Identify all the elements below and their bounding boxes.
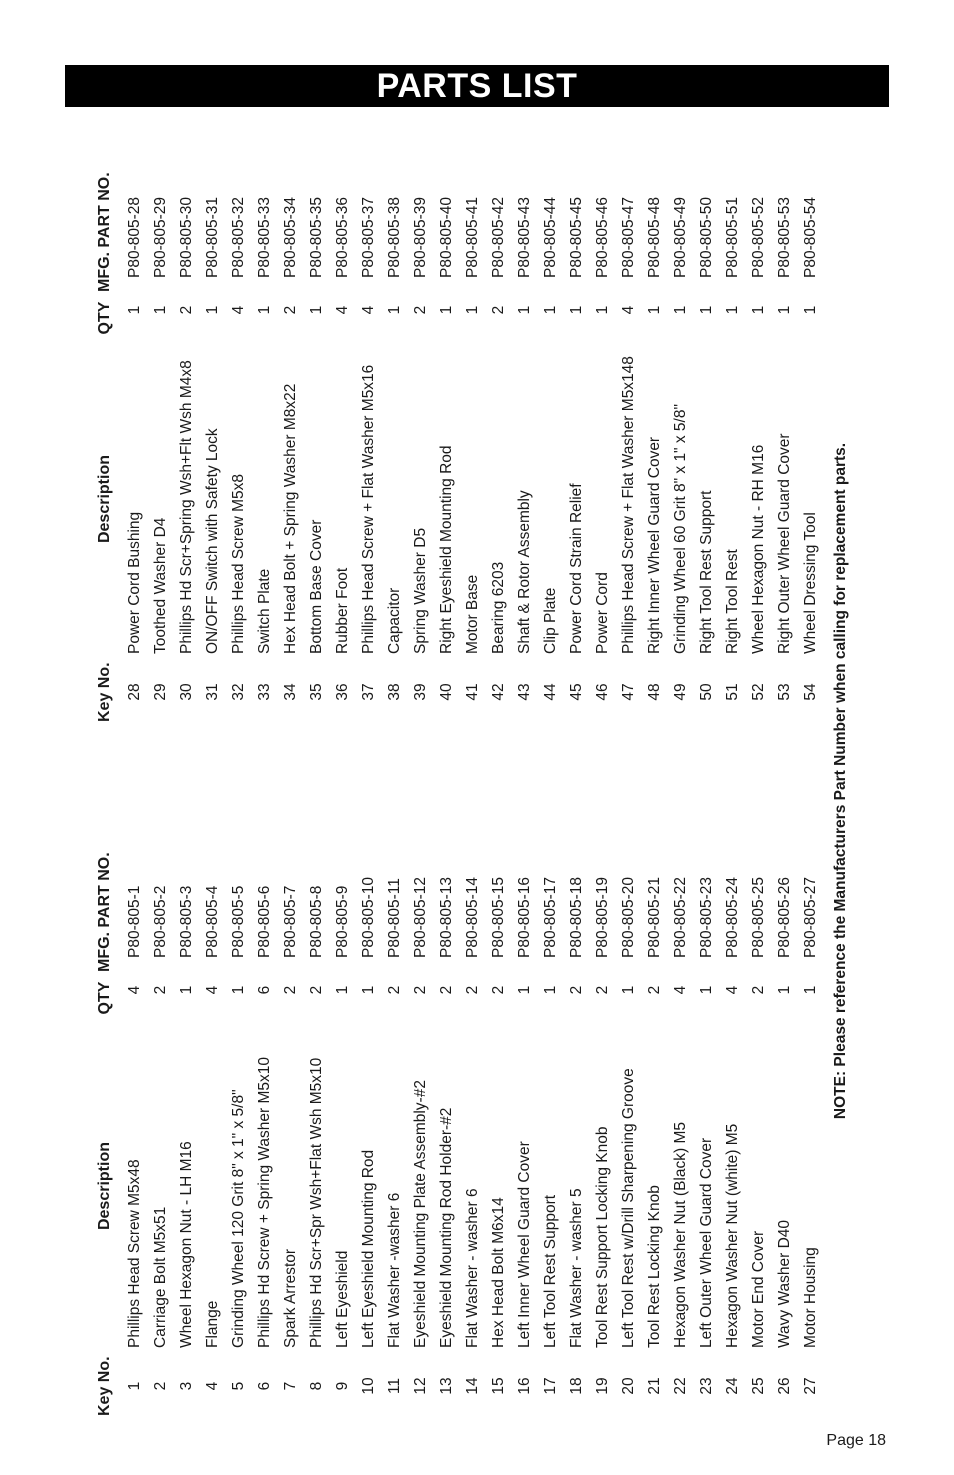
description-cell: Bottom Base Cover	[308, 519, 325, 654]
description-cell: Right Tool Rest Support	[698, 490, 715, 654]
table-row	[564, 828, 590, 1416]
table-row	[278, 828, 304, 1416]
description-cell: Toothed Washer D4	[152, 517, 169, 654]
description-cell: ON/OFF Switch with Safety Lock	[204, 428, 221, 654]
mfg-part-cell: P80-805-54	[802, 196, 819, 278]
key-cell: 27	[802, 1377, 819, 1395]
description-cell: Clip Plate	[542, 587, 559, 654]
mfg-part-cell: P80-805-52	[750, 196, 767, 278]
qty-cell: 1	[516, 305, 533, 315]
description-cell: Left Tool Rest Support	[542, 1194, 559, 1348]
mfg-part-cell: P80-805-18	[568, 876, 585, 958]
description-cell: Power Cord Strain Relief	[568, 483, 585, 654]
mfg-part-cell: P80-805-28	[126, 196, 143, 278]
qty-cell: 1	[256, 305, 273, 315]
header-key: Key No.	[96, 1356, 113, 1416]
mfg-part-cell: P80-805-50	[698, 196, 715, 278]
qty-cell: 4	[672, 985, 689, 995]
table-row	[434, 148, 460, 722]
qty-cell: 1	[698, 305, 715, 315]
mfg-part-cell: P80-805-23	[698, 876, 715, 958]
mfg-part-cell: P80-805-8	[308, 885, 325, 958]
table-row	[252, 148, 278, 722]
key-cell: 52	[750, 683, 767, 701]
mfg-part-cell: P80-805-15	[490, 876, 507, 958]
description-cell: Right Tool Rest	[724, 549, 741, 654]
description-cell: Switch Plate	[256, 568, 273, 654]
qty-cell: 1	[724, 305, 741, 315]
description-cell: Left Eyeshield	[334, 1250, 351, 1348]
mfg-part-cell: P80-805-30	[178, 196, 195, 278]
mfg-part-cell: P80-805-48	[646, 196, 663, 278]
qty-cell: 1	[516, 985, 533, 995]
description-cell: Bearing 6203	[490, 561, 507, 654]
table-row	[486, 828, 512, 1416]
key-cell: 11	[386, 1377, 403, 1395]
description-cell: Flat Washer - washer 6	[464, 1188, 481, 1348]
description-cell: Tool Rest Locking Knob	[646, 1185, 663, 1348]
qty-cell: 2	[308, 985, 325, 995]
key-cell: 12	[412, 1377, 429, 1395]
table-row	[122, 148, 148, 722]
table-row	[200, 148, 226, 722]
mfg-part-cell: P80-805-37	[360, 196, 377, 278]
table-row	[226, 828, 252, 1416]
qty-cell: 2	[646, 985, 663, 995]
table-row	[330, 148, 356, 722]
description-cell: Eyeshield Mounting Rod Holder-#2	[438, 1107, 455, 1348]
mfg-part-cell: P80-805-29	[152, 196, 169, 278]
parts-table-left	[88, 828, 824, 1416]
qty-cell: 1	[698, 985, 715, 995]
qty-cell: 4	[724, 985, 741, 995]
mfg-part-cell: P80-805-38	[386, 196, 403, 278]
table-row	[668, 148, 694, 722]
table-row	[382, 148, 408, 722]
description-cell: Motor Housing	[802, 1247, 819, 1348]
table-row	[382, 828, 408, 1416]
mfg-part-cell: P80-805-46	[594, 196, 611, 278]
description-cell: Motor Base	[464, 574, 481, 654]
mfg-part-cell: P80-805-11	[386, 878, 403, 958]
mfg-part-cell: P80-805-43	[516, 196, 533, 278]
key-cell: 38	[386, 683, 403, 701]
key-cell: 2	[152, 1381, 169, 1391]
qty-cell: 4	[230, 305, 247, 315]
parts-list-rotated	[88, 146, 888, 1416]
key-cell: 24	[724, 1377, 741, 1395]
description-cell: Spark Arrestor	[282, 1248, 299, 1348]
key-cell: 26	[776, 1377, 793, 1395]
mfg-part-cell: P80-805-42	[490, 196, 507, 278]
key-cell: 14	[464, 1377, 481, 1395]
qty-cell: 1	[360, 985, 377, 995]
qty-cell: 2	[568, 985, 585, 995]
description-cell: Wheel Hexagon Nut - RH M16	[750, 444, 767, 654]
key-cell: 34	[282, 683, 299, 701]
qty-cell: 1	[386, 305, 403, 315]
table-row	[746, 148, 772, 722]
qty-cell: 1	[178, 985, 195, 995]
description-cell: Grinding Wheel 120 Grit 8" x 1" x 5/8"	[230, 1089, 247, 1348]
mfg-part-cell: P80-805-10	[360, 876, 377, 958]
key-cell: 43	[516, 683, 533, 701]
qty-cell: 1	[334, 985, 351, 995]
table-row	[642, 828, 668, 1416]
table-row	[720, 148, 746, 722]
description-cell: Left Inner Wheel Guard Cover	[516, 1141, 533, 1348]
key-cell: 40	[438, 683, 455, 701]
mfg-part-cell: P80-805-13	[438, 876, 455, 958]
mfg-part-cell: P80-805-4	[204, 885, 221, 958]
description-cell: Flat Washer - washer 5	[568, 1188, 585, 1348]
header-key: Key No.	[96, 662, 113, 722]
description-cell: Hex Head Bolt + Spring Washer M8x22	[282, 383, 299, 654]
description-cell: Phillips Head Screw M5x8	[230, 473, 247, 654]
header-description: Description	[96, 455, 113, 544]
qty-cell: 1	[620, 985, 637, 995]
qty-cell: 1	[308, 305, 325, 315]
key-cell: 45	[568, 683, 585, 701]
mfg-part-cell: P80-805-14	[464, 876, 481, 958]
table-row	[694, 148, 720, 722]
qty-cell: 2	[412, 985, 429, 995]
description-cell: Flange	[204, 1300, 221, 1348]
description-cell: Eyeshield Mounting Plate Assembly-#2	[412, 1080, 429, 1348]
table-row	[174, 148, 200, 722]
key-cell: 16	[516, 1377, 533, 1395]
key-cell: 28	[126, 683, 143, 701]
description-cell: Tool Rest Support Locking Knob	[594, 1126, 611, 1348]
key-cell: 18	[568, 1377, 585, 1395]
page-number: Page 18	[826, 1432, 886, 1449]
mfg-part-cell: P80-805-2	[152, 885, 169, 958]
description-cell: Wheel Dressing Tool	[802, 512, 819, 654]
key-cell: 31	[204, 683, 221, 701]
key-cell: 36	[334, 683, 351, 701]
qty-cell: 2	[178, 305, 195, 315]
table-row	[746, 828, 772, 1416]
page-title: PARTS LIST	[65, 65, 889, 107]
table-row	[408, 148, 434, 722]
key-cell: 35	[308, 683, 325, 701]
qty-cell: 2	[438, 985, 455, 995]
key-cell: 42	[490, 683, 507, 701]
table-row	[408, 828, 434, 1416]
key-cell: 47	[620, 683, 637, 701]
key-cell: 19	[594, 1377, 611, 1395]
key-cell: 22	[672, 1377, 689, 1395]
key-cell: 41	[464, 683, 481, 701]
table-row	[590, 148, 616, 722]
qty-cell: 1	[126, 305, 143, 315]
mfg-part-cell: P80-805-31	[204, 196, 221, 278]
mfg-part-cell: P80-805-26	[776, 876, 793, 958]
key-cell: 32	[230, 683, 247, 701]
description-cell: Rubber Foot	[334, 567, 351, 654]
qty-cell: 2	[386, 985, 403, 995]
key-cell: 17	[542, 1377, 559, 1395]
key-cell: 23	[698, 1377, 715, 1395]
qty-cell: 2	[282, 985, 299, 995]
description-cell: Spring Washer D5	[412, 527, 429, 654]
mfg-part-cell: P80-805-16	[516, 876, 533, 958]
qty-cell: 2	[282, 305, 299, 315]
key-cell: 7	[282, 1381, 299, 1391]
key-cell: 6	[256, 1381, 273, 1391]
description-cell: Phillips Hd Screw + Spring Washer M5x10	[256, 1056, 273, 1348]
key-cell: 39	[412, 683, 429, 701]
table-row	[720, 828, 746, 1416]
table-row	[538, 828, 564, 1416]
mfg-part-cell: P80-805-41	[464, 196, 481, 278]
description-cell: Phillips Hd Scr+Spr Wsh+Flat Wsh M5x10	[308, 1057, 325, 1348]
description-cell: Left Outer Wheel Guard Cover	[698, 1137, 715, 1348]
qty-cell: 4	[204, 985, 221, 995]
table-row	[512, 828, 538, 1416]
mfg-part-cell: P80-805-49	[672, 196, 689, 278]
table-row	[356, 828, 382, 1416]
table-row	[330, 828, 356, 1416]
mfg-part-cell: P80-805-3	[178, 885, 195, 958]
description-cell: Phillips Head Screw + Flat Washer M5x16	[360, 364, 377, 654]
key-cell: 13	[438, 1377, 455, 1395]
table-row	[148, 148, 174, 722]
key-cell: 8	[308, 1381, 325, 1391]
description-cell: Power Cord Bushing	[126, 511, 143, 654]
key-cell: 49	[672, 683, 689, 701]
description-cell: Right Outer Wheel Guard Cover	[776, 433, 793, 654]
mfg-part-cell: P80-805-32	[230, 196, 247, 278]
qty-cell: 1	[802, 305, 819, 315]
table-row	[616, 148, 642, 722]
table-header	[88, 148, 122, 722]
qty-cell: 2	[750, 985, 767, 995]
table-row	[122, 828, 148, 1416]
qty-cell: 4	[126, 985, 143, 995]
table-row	[252, 828, 278, 1416]
key-cell: 21	[646, 1377, 663, 1395]
description-cell: Wheel Hexagon Nut - LH M16	[178, 1141, 195, 1348]
qty-cell: 1	[672, 305, 689, 315]
table-row	[642, 148, 668, 722]
mfg-part-cell: P80-805-33	[256, 196, 273, 278]
table-row	[694, 828, 720, 1416]
key-cell: 4	[204, 1381, 221, 1391]
qty-cell: 1	[750, 305, 767, 315]
table-row	[564, 148, 590, 722]
mfg-part-cell: P80-805-19	[594, 876, 611, 958]
mfg-part-cell: P80-805-6	[256, 885, 273, 958]
mfg-part-cell: P80-805-47	[620, 196, 637, 278]
mfg-part-cell: P80-805-7	[282, 885, 299, 958]
table-row	[772, 828, 798, 1416]
qty-cell: 4	[620, 305, 637, 315]
qty-cell: 1	[152, 305, 169, 315]
mfg-part-cell: P80-805-53	[776, 196, 793, 278]
mfg-part-cell: P80-805-36	[334, 196, 351, 278]
key-cell: 5	[230, 1381, 247, 1391]
qty-cell: 2	[412, 305, 429, 315]
replacement-note: NOTE: Please reference the Manufacturers Part Number when calling for replacement parts.	[832, 442, 849, 1120]
mfg-part-cell: P80-805-22	[672, 876, 689, 958]
table-row	[798, 828, 824, 1416]
description-cell: Phillips Head Screw M5x48	[126, 1159, 143, 1348]
mfg-part-cell: P80-805-34	[282, 196, 299, 278]
table-row	[304, 148, 330, 722]
key-cell: 30	[178, 683, 195, 701]
table-row	[590, 828, 616, 1416]
key-cell: 25	[750, 1377, 767, 1395]
mfg-part-cell: P80-805-40	[438, 196, 455, 278]
qty-cell: 2	[594, 985, 611, 995]
header-mfg: MFG. PART NO.	[96, 852, 113, 972]
mfg-part-cell: P80-805-20	[620, 876, 637, 958]
mfg-part-cell: P80-805-39	[412, 196, 429, 278]
table-body-right	[122, 148, 824, 722]
qty-cell: 1	[464, 305, 481, 315]
description-cell: Hexagon Washer Nut (Black) M5	[672, 1122, 689, 1348]
key-cell: 3	[178, 1381, 195, 1391]
key-cell: 1	[126, 1381, 143, 1391]
table-row	[226, 148, 252, 722]
table-row	[538, 148, 564, 722]
description-cell: Left Tool Rest w/Drill Sharpening Groove	[620, 1068, 637, 1348]
key-cell: 20	[620, 1377, 637, 1395]
mfg-part-cell: P80-805-51	[724, 196, 741, 278]
description-cell: Phillips Head Screw + Flat Washer M5x148	[620, 356, 637, 654]
qty-cell: 4	[360, 305, 377, 315]
table-row	[772, 148, 798, 722]
table-row	[278, 148, 304, 722]
qty-cell: 1	[438, 305, 455, 315]
mfg-part-cell: P80-805-27	[802, 876, 819, 958]
description-cell: Phillips Hd Scr+Spring Wsh+Flt Wsh M4x8	[178, 360, 195, 654]
table-row	[798, 148, 824, 722]
qty-cell: 1	[542, 305, 559, 315]
key-cell: 48	[646, 683, 663, 701]
description-cell: Capacitor	[386, 587, 403, 654]
qty-cell: 1	[646, 305, 663, 315]
qty-cell: 4	[334, 305, 351, 315]
qty-cell: 1	[776, 985, 793, 995]
description-cell: Hexagon Washer Nut (white) M5	[724, 1123, 741, 1348]
mfg-part-cell: P80-805-44	[542, 196, 559, 278]
header-description: Description	[96, 1142, 113, 1231]
qty-cell: 2	[464, 985, 481, 995]
parts-table-right	[88, 148, 824, 722]
key-cell: 15	[490, 1377, 507, 1395]
mfg-part-cell: P80-805-25	[750, 876, 767, 958]
qty-cell: 6	[256, 985, 273, 995]
table-row	[486, 148, 512, 722]
table-row	[616, 828, 642, 1416]
mfg-part-cell: P80-805-45	[568, 196, 585, 278]
table-row	[512, 148, 538, 722]
table-body-left	[122, 828, 824, 1416]
header-qty: QTY	[96, 301, 113, 335]
qty-cell: 1	[802, 985, 819, 995]
description-cell: Left Eyeshield Mounting Rod	[360, 1149, 377, 1348]
key-cell: 10	[360, 1377, 377, 1395]
header-mfg: MFG. PART NO.	[96, 172, 113, 292]
table-header	[88, 828, 122, 1416]
table-row	[148, 828, 174, 1416]
qty-cell: 1	[776, 305, 793, 315]
mfg-part-cell: P80-805-12	[412, 876, 429, 958]
key-cell: 37	[360, 683, 377, 701]
qty-cell: 1	[204, 305, 221, 315]
key-cell: 29	[152, 683, 169, 701]
description-cell: Shaft & Rotor Assembly	[516, 490, 533, 654]
qty-cell: 1	[568, 305, 585, 315]
key-cell: 51	[724, 683, 741, 701]
qty-cell: 1	[230, 985, 247, 995]
key-cell: 54	[802, 683, 819, 701]
key-cell: 9	[334, 1381, 351, 1391]
table-row	[356, 148, 382, 722]
description-cell: Right Inner Wheel Guard Cover	[646, 436, 663, 654]
description-cell: Power Cord	[594, 572, 611, 654]
qty-cell: 2	[490, 985, 507, 995]
table-row	[668, 828, 694, 1416]
qty-cell: 2	[152, 985, 169, 995]
qty-cell: 1	[542, 985, 559, 995]
qty-cell: 1	[594, 305, 611, 315]
mfg-part-cell: P80-805-17	[542, 876, 559, 958]
description-cell: Motor End Cover	[750, 1230, 767, 1348]
mfg-part-cell: P80-805-9	[334, 885, 351, 958]
description-cell: Carriage Bolt M5x51	[152, 1206, 169, 1348]
table-row	[174, 828, 200, 1416]
key-cell: 46	[594, 683, 611, 701]
key-cell: 33	[256, 683, 273, 701]
description-cell: Wavy Washer D40	[776, 1219, 793, 1348]
mfg-part-cell: P80-805-1	[126, 885, 143, 958]
description-cell: Grinding Wheel 60 Grit 8" x 1" x 5/8"	[672, 404, 689, 654]
mfg-part-cell: P80-805-5	[230, 885, 247, 958]
description-cell: Hex Head Bolt M6x14	[490, 1197, 507, 1348]
header-qty: QTY	[96, 981, 113, 1015]
table-row	[460, 828, 486, 1416]
key-cell: 44	[542, 683, 559, 701]
mfg-part-cell: P80-805-35	[308, 196, 325, 278]
mfg-part-cell: P80-805-24	[724, 876, 741, 958]
mfg-part-cell: P80-805-21	[646, 876, 663, 958]
qty-cell: 2	[490, 305, 507, 315]
table-row	[200, 828, 226, 1416]
description-cell: Right Eyeshield Mounting Rod	[438, 445, 455, 654]
table-row	[460, 148, 486, 722]
key-cell: 53	[776, 683, 793, 701]
description-cell: Flat Washer -washer 6	[386, 1192, 403, 1348]
table-row	[304, 828, 330, 1416]
key-cell: 50	[698, 683, 715, 701]
table-row	[434, 828, 460, 1416]
